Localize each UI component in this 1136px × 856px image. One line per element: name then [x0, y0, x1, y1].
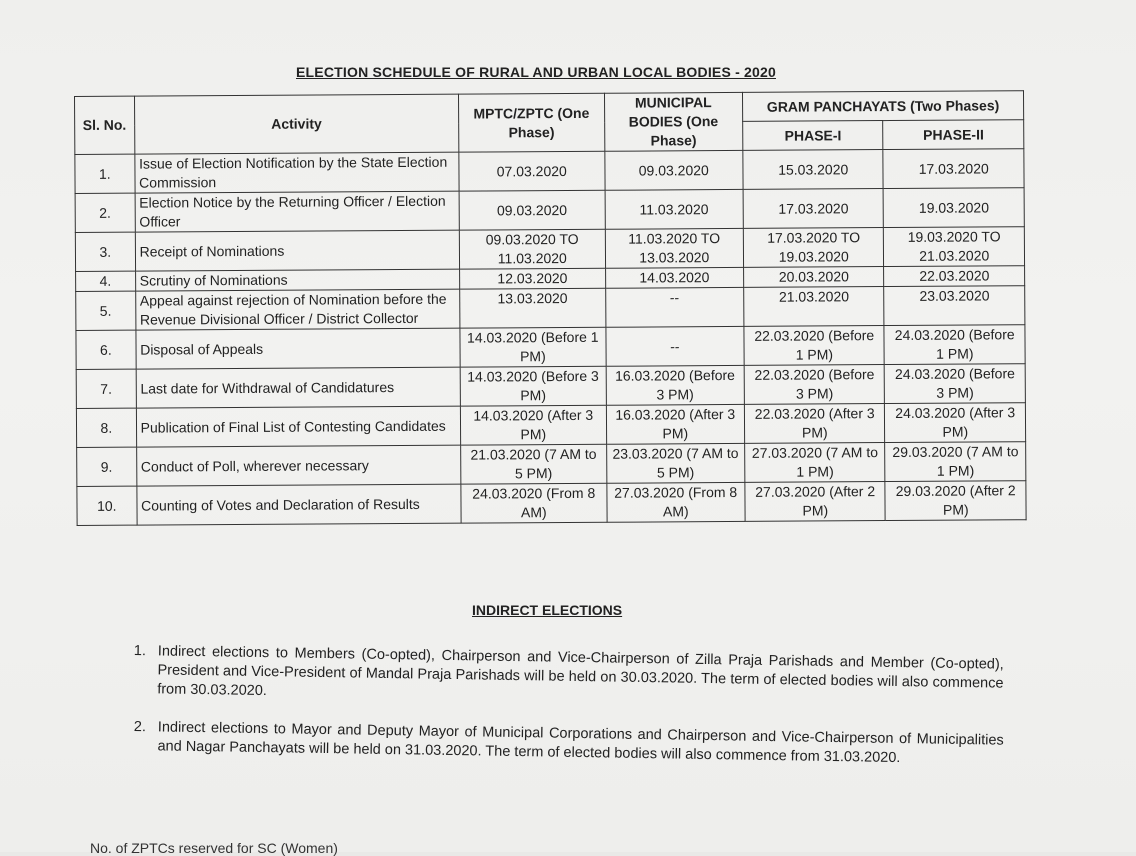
row-mptc: 07.03.2020: [459, 151, 605, 191]
row-phase-1: 15.03.2020: [743, 150, 884, 190]
row-phase-1: 17.03.2020: [743, 189, 884, 229]
header-phase-2: PHASE-II: [883, 120, 1024, 150]
row-sl: 5.: [76, 291, 136, 330]
row-sl: 10.: [77, 486, 137, 525]
row-phase-2: 29.03.2020 (7 AM to 1 PM): [885, 442, 1026, 482]
indirect-item-text: Indirect elections to Mayor and Deputy Mayor of Municipal Corporations and Chairperson and Vice-Chairperson of Municipalities and Nagar Panchayats will be held on 31.03.2020. The term of elected bodies will also commence from 31.03.2020.: [157, 719, 1004, 767]
indirect-item: [133, 718, 1003, 770]
row-municipal: 09.03.2020: [604, 150, 743, 190]
row-sl: 8.: [76, 408, 136, 447]
row-municipal: 11.03.2020 TO 13.03.2020: [605, 228, 744, 268]
header-sl-no: Sl. No.: [75, 96, 135, 154]
table-row: [75, 149, 1024, 194]
row-activity: Disposal of Appeals: [136, 328, 461, 369]
row-sl: 1.: [75, 154, 135, 193]
row-mptc: 12.03.2020: [460, 268, 606, 289]
row-activity: Issue of Election Notification by the State Election Commission: [134, 152, 459, 193]
header-mptc-zptc: MPTC/ZPTC (One Phase): [459, 93, 605, 152]
row-activity: Appeal against rejection of Nomination before the Revenue Divisional Officer / District Collector: [135, 289, 460, 330]
row-phase-1: 17.03.2020 TO 19.03.2020: [743, 228, 884, 268]
row-activity: Conduct of Poll, wherever necessary: [136, 445, 461, 486]
row-sl: 4.: [76, 271, 136, 291]
row-phase-2: 24.03.2020 (After 3 PM): [885, 403, 1026, 443]
table-row: [76, 286, 1025, 331]
row-municipal: --: [605, 326, 744, 366]
row-municipal: 14.03.2020: [605, 267, 744, 288]
row-phase-2: 22.03.2020: [884, 266, 1025, 287]
row-mptc: 24.03.2020 (From 8 AM): [461, 483, 607, 523]
row-mptc: 14.03.2020 (After 3 PM): [460, 405, 606, 445]
row-sl: 9.: [77, 447, 137, 486]
row-phase-2: 17.03.2020: [883, 149, 1024, 189]
row-activity: Scrutiny of Nominations: [135, 269, 460, 291]
row-mptc: 14.03.2020 (Before 1 PM): [460, 327, 606, 367]
row-municipal: 11.03.2020: [605, 189, 744, 229]
row-municipal: --: [605, 287, 744, 327]
row-mptc: 09.03.2020: [459, 190, 605, 230]
header-municipal-bodies: MUNICIPAL BODIES (One Phase): [604, 92, 743, 151]
row-sl: 6.: [76, 330, 136, 369]
row-phase-1: 22.03.2020 (After 3 PM): [744, 404, 885, 444]
indirect-elections-heading: INDIRECT ELECTIONS: [472, 602, 623, 618]
row-sl: 7.: [76, 369, 136, 408]
indirect-item-number: 2.: [133, 718, 147, 736]
row-phase-2: 29.03.2020 (After 2 PM): [885, 481, 1026, 521]
row-phase-2: 19.03.2020: [884, 188, 1025, 228]
header-activity: Activity: [134, 94, 459, 154]
table-row: [77, 481, 1026, 526]
table-row: [76, 325, 1025, 370]
row-activity: Counting of Votes and Declaration of Results: [137, 484, 462, 525]
row-phase-1: 20.03.2020: [744, 267, 885, 288]
document-title: ELECTION SCHEDULE OF RURAL AND URBAN LOCAL BODIES - 2020: [296, 64, 776, 80]
row-phase-1: 21.03.2020: [744, 287, 885, 327]
table-row: [75, 188, 1024, 233]
table-row: [77, 442, 1026, 487]
indirect-item: [133, 642, 1004, 713]
row-municipal: 16.03.2020 (Before 3 PM): [606, 365, 745, 405]
row-mptc: 14.03.2020 (Before 3 PM): [460, 366, 606, 406]
table-row: [76, 364, 1025, 409]
row-phase-2: 24.03.2020 (Before 1 PM): [884, 325, 1025, 365]
cut-off-footer-text: No. of ZPTCs reserved for SC (Women): [90, 840, 338, 856]
row-phase-1: 22.03.2020 (Before 3 PM): [744, 365, 885, 405]
table-row: [76, 403, 1025, 448]
row-activity: Receipt of Nominations: [135, 230, 460, 271]
row-sl: 3.: [75, 232, 135, 271]
row-mptc: 21.03.2020 (7 AM to 5 PM): [461, 444, 607, 484]
row-mptc: 13.03.2020: [460, 288, 606, 328]
row-activity: Last date for Withdrawal of Candidatures: [136, 367, 461, 408]
schedule-table: [74, 90, 1027, 526]
row-phase-1: 22.03.2020 (Before 1 PM): [744, 326, 885, 366]
row-phase-2: 24.03.2020 (Before 3 PM): [885, 364, 1026, 404]
row-phase-2: 23.03.2020: [884, 286, 1025, 326]
table-row: [75, 227, 1024, 272]
row-phase-2: 19.03.2020 TO 21.03.2020: [884, 227, 1025, 267]
row-municipal: 27.03.2020 (From 8 AM): [606, 482, 745, 522]
row-activity: Election Notice by the Returning Officer / Election Officer: [135, 191, 460, 232]
row-phase-1: 27.03.2020 (7 AM to 1 PM): [745, 443, 886, 483]
row-municipal: 23.03.2020 (7 AM to 5 PM): [606, 443, 745, 483]
indirect-item-number: 1.: [133, 642, 147, 660]
header-phase-1: PHASE-I: [743, 121, 884, 151]
row-municipal: 16.03.2020 (After 3 PM): [606, 404, 745, 444]
row-mptc: 09.03.2020 TO 11.03.2020: [459, 229, 605, 269]
row-phase-1: 27.03.2020 (After 2 PM): [745, 482, 886, 522]
row-sl: 2.: [75, 193, 135, 232]
header-gram-panchayats: GRAM PANCHAYATS (Two Phases): [743, 91, 1024, 122]
row-activity: Publication of Final List of Contesting Candidates: [136, 406, 461, 447]
indirect-item-text: Indirect elections to Members (Co-opted), Chairperson and Vice-Chairperson of Zilla Praja Parishads and Member (Co-opted), President and Vice-President of Mandal Praja Parishads will be held on 30.03.2020. The term of elected bodies will also commence from 30.03.2020.: [157, 643, 1004, 700]
